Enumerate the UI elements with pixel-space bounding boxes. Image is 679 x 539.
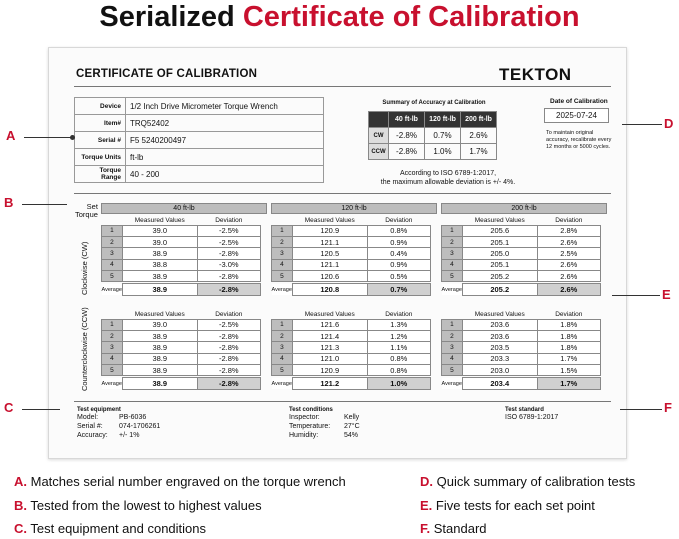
column-header <box>272 216 293 225</box>
test-equipment-value: 074-1706261 <box>119 423 161 430</box>
legend-item <box>420 521 487 537</box>
measured-value: 38.8 <box>122 259 197 270</box>
marker-d: D <box>664 116 674 131</box>
test-conditions-value: 54% <box>344 432 359 439</box>
average-label: Average <box>272 378 293 389</box>
measurement-row <box>442 342 601 353</box>
column-header-deviation: Deviation <box>215 310 243 318</box>
deviation-value: 0.8% <box>367 365 430 376</box>
setpoint-header: 120 ft-lb <box>271 203 437 214</box>
set-torque-label-line1: Set <box>86 202 98 211</box>
average-value: 38.9 <box>122 378 197 389</box>
marker-c: C <box>4 400 14 415</box>
test-number: 2 <box>272 236 293 247</box>
test-conditions-label: Temperature: <box>289 423 331 430</box>
info-row <box>75 166 324 183</box>
counterclockwise-label: Counterclockwise (CCW) <box>80 307 89 391</box>
deviation-value: 1.3% <box>367 319 430 330</box>
leader-line-f <box>620 409 662 410</box>
average-value: 120.8 <box>292 284 367 295</box>
test-number: 4 <box>102 353 123 364</box>
legend-item <box>420 474 635 490</box>
legend-item <box>420 498 595 514</box>
test-equipment-title: Test equipment <box>77 407 121 413</box>
test-number: 5 <box>272 365 293 376</box>
test-number: 5 <box>442 271 463 282</box>
clockwise-table <box>101 216 261 296</box>
test-number: 3 <box>102 342 123 353</box>
summary-cell: 2.6% <box>461 128 497 144</box>
summary-cell: 0.7% <box>425 128 461 144</box>
deviation-value: 1.8% <box>537 342 600 353</box>
column-header-deviation: Deviation <box>385 216 413 224</box>
deviation-value: -3.0% <box>197 259 260 270</box>
clockwise-table <box>441 216 601 296</box>
column-header-deviation: Deviation <box>385 310 413 318</box>
marker-b: B <box>4 195 14 210</box>
set-torque-label-line2: Torque <box>75 210 98 219</box>
column-header <box>272 310 293 319</box>
measurement-row <box>442 271 601 282</box>
summary-cell: -2.8% <box>389 144 425 160</box>
average-row <box>442 284 601 295</box>
divider <box>74 401 611 402</box>
test-number: 2 <box>102 330 123 341</box>
measurement-row <box>102 319 261 330</box>
measured-value: 203.0 <box>462 365 537 376</box>
test-number: 4 <box>272 353 293 364</box>
measured-value: 205.0 <box>462 248 537 259</box>
info-value: 40 - 200 <box>126 166 324 183</box>
measurement-row <box>102 271 261 282</box>
measured-value: 121.0 <box>292 353 367 364</box>
test-number: 2 <box>272 330 293 341</box>
average-label: Average <box>102 284 123 295</box>
measured-value: 205.1 <box>462 236 537 247</box>
setpoint-header: 200 ft-lb <box>441 203 607 214</box>
summary-row-label: CW <box>369 128 389 144</box>
test-conditions-label: Inspector: <box>289 414 320 421</box>
test-number: 3 <box>442 248 463 259</box>
average-label: Average <box>102 378 123 389</box>
info-row <box>75 132 324 149</box>
test-standard <box>505 407 558 422</box>
deviation-value: 2.6% <box>537 271 600 282</box>
leader-line-d <box>622 124 662 125</box>
deviation-value: 0.4% <box>367 248 430 259</box>
marker-f: F <box>664 400 672 415</box>
test-conditions-label: Humidity: <box>289 432 319 439</box>
deviation-value: 1.5% <box>537 365 600 376</box>
measured-value: 120.6 <box>292 271 367 282</box>
marker-a: A <box>6 128 16 143</box>
measurement-row <box>442 225 601 236</box>
average-deviation: 1.7% <box>537 378 600 389</box>
measurement-row <box>102 248 261 259</box>
measured-value: 121.3 <box>292 342 367 353</box>
legend-text: Tested from the lowest to highest values <box>30 498 262 513</box>
measurement-row <box>102 225 261 236</box>
measured-value: 121.6 <box>292 319 367 330</box>
measurement-row <box>442 259 601 270</box>
counterclockwise-table <box>101 310 261 390</box>
column-header-measured: Measured Values <box>304 310 355 318</box>
average-deviation: -2.8% <box>197 284 260 295</box>
test-number: 4 <box>442 259 463 270</box>
legend-key: B. <box>14 498 27 513</box>
date-label: Date of Calibration <box>550 98 608 105</box>
legend-item <box>14 498 262 514</box>
test-standard-value: ISO 6789-1:2017 <box>505 414 559 421</box>
info-label: Torque Units <box>75 149 126 166</box>
test-number: 3 <box>102 248 123 259</box>
test-number: 5 <box>102 271 123 282</box>
legend-text: Matches serial number engraved on the torque wrench <box>30 474 346 489</box>
summary-table <box>368 111 497 160</box>
average-deviation: 2.6% <box>537 284 600 295</box>
summary-row-label: CCW <box>369 144 389 160</box>
deviation-value: -2.5% <box>197 319 260 330</box>
marker-e: E <box>662 287 671 302</box>
test-equipment-label: Accuracy: <box>77 432 108 439</box>
measured-value: 39.0 <box>122 319 197 330</box>
summary-corner <box>369 112 389 128</box>
measurement-row <box>442 330 601 341</box>
measured-value: 38.9 <box>122 248 197 259</box>
average-deviation: -2.8% <box>197 378 260 389</box>
measurement-row <box>272 342 431 353</box>
legend-key: E. <box>420 498 433 513</box>
measured-value: 205.1 <box>462 259 537 270</box>
summary-cell: 1.0% <box>425 144 461 160</box>
measured-value: 120.5 <box>292 248 367 259</box>
legend-key: D. <box>420 474 433 489</box>
measurement-row <box>442 353 601 364</box>
measurement-row <box>272 259 431 270</box>
average-value: 121.2 <box>292 378 367 389</box>
deviation-value: -2.8% <box>197 271 260 282</box>
measurement-row <box>102 353 261 364</box>
measured-value: 120.9 <box>292 225 367 236</box>
measured-value: 205.6 <box>462 225 537 236</box>
column-header <box>442 216 463 225</box>
clockwise-label: Clockwise (CW) <box>80 241 89 295</box>
deviation-value: 1.1% <box>367 342 430 353</box>
test-conditions-value: Kelly <box>344 414 360 421</box>
legend-key: A. <box>14 474 27 489</box>
leader-line-e <box>612 295 660 296</box>
average-value: 38.9 <box>122 284 197 295</box>
test-conditions <box>289 407 360 440</box>
measurement-row <box>272 330 431 341</box>
measurement-row <box>442 248 601 259</box>
test-number: 1 <box>272 319 293 330</box>
summary-note-line1: According to ISO 6789-1:2017, <box>399 170 497 177</box>
deviation-value: -2.8% <box>197 353 260 364</box>
test-number: 2 <box>102 236 123 247</box>
test-number: 2 <box>442 330 463 341</box>
test-conditions-value: 27°C <box>344 423 360 430</box>
test-equipment-value: PB-6036 <box>119 414 147 421</box>
brand-logo: TEKTON <box>499 65 572 84</box>
device-info-table <box>74 97 324 183</box>
column-header <box>442 310 463 319</box>
measured-value: 39.0 <box>122 236 197 247</box>
column-header-deviation: Deviation <box>555 310 583 318</box>
info-row <box>75 149 324 166</box>
leader-line-b <box>22 204 67 205</box>
deviation-value: 2.8% <box>537 225 600 236</box>
leader-dot-a <box>70 135 75 140</box>
average-deviation: 1.0% <box>367 378 430 389</box>
deviation-value: 0.9% <box>367 236 430 247</box>
counterclockwise-table <box>441 310 601 390</box>
deviation-value: -2.8% <box>197 248 260 259</box>
deviation-value: 0.5% <box>367 271 430 282</box>
deviation-value: -2.5% <box>197 225 260 236</box>
measurement-row <box>272 236 431 247</box>
summary-cell: -2.8% <box>389 128 425 144</box>
headline-part2: Certificate of Calibration <box>242 1 580 33</box>
info-label: Item# <box>75 115 126 132</box>
average-row <box>102 378 261 389</box>
average-value: 203.4 <box>462 378 537 389</box>
test-number: 1 <box>102 225 123 236</box>
average-row <box>442 378 601 389</box>
test-number: 1 <box>272 225 293 236</box>
set-torque-label <box>75 203 98 219</box>
column-header-deviation: Deviation <box>215 216 243 224</box>
test-equipment-value: +/- 1% <box>119 432 140 439</box>
measurement-row <box>272 271 431 282</box>
measurement-row <box>272 248 431 259</box>
divider <box>74 193 611 194</box>
info-value: TRQ52402 <box>126 115 324 132</box>
column-header <box>102 216 123 225</box>
measured-value: 203.3 <box>462 353 537 364</box>
measurement-row <box>102 330 261 341</box>
summary-col-header: 40 ft-lb <box>389 112 425 128</box>
leader-line-c <box>22 409 60 410</box>
test-number: 5 <box>442 365 463 376</box>
measurement-row <box>272 353 431 364</box>
legend-text: Standard <box>433 521 487 536</box>
column-header-measured: Measured Values <box>474 216 525 224</box>
info-row <box>75 98 324 115</box>
measured-value: 39.0 <box>122 225 197 236</box>
average-value: 205.2 <box>462 284 537 295</box>
column-header-deviation: Deviation <box>555 216 583 224</box>
column-header-measured: Measured Values <box>134 310 185 318</box>
measurement-row <box>272 225 431 236</box>
column-header-measured: Measured Values <box>134 216 185 224</box>
test-number: 3 <box>272 342 293 353</box>
measurement-row <box>102 259 261 270</box>
measured-value: 38.9 <box>122 353 197 364</box>
info-row <box>75 115 324 132</box>
measured-value: 38.9 <box>122 271 197 282</box>
test-number: 2 <box>442 236 463 247</box>
summary-cell: 1.7% <box>461 144 497 160</box>
column-header-measured: Measured Values <box>474 310 525 318</box>
deviation-value: -2.8% <box>197 330 260 341</box>
deviation-value: -2.8% <box>197 342 260 353</box>
info-value: 1/2 Inch Drive Micrometer Torque Wrench <box>126 98 324 115</box>
measured-value: 205.2 <box>462 271 537 282</box>
measurement-row <box>102 342 261 353</box>
test-number: 1 <box>442 319 463 330</box>
clockwise-table <box>271 216 431 296</box>
average-label: Average <box>442 378 463 389</box>
measurement-row <box>272 319 431 330</box>
measured-value: 38.9 <box>122 365 197 376</box>
test-number: 1 <box>102 319 123 330</box>
summary-col-header: 120 ft-lb <box>425 112 461 128</box>
summary-note-line2: the maximum allowable deviation is +/- 4%. <box>380 179 516 186</box>
measured-value: 121.1 <box>292 259 367 270</box>
test-equipment-label: Model: <box>77 414 99 421</box>
info-value: ft-lb <box>126 149 324 166</box>
average-deviation: 0.7% <box>367 284 430 295</box>
measured-value: 121.4 <box>292 330 367 341</box>
average-row <box>102 284 261 295</box>
measured-value: 38.9 <box>122 342 197 353</box>
info-label: Torque Range <box>75 166 126 183</box>
test-number: 3 <box>272 248 293 259</box>
deviation-value: 1.8% <box>537 330 600 341</box>
average-label: Average <box>272 284 293 295</box>
info-label: Serial # <box>75 132 126 149</box>
test-equipment <box>77 407 160 440</box>
test-equipment-label: Serial #: <box>77 423 103 430</box>
deviation-value: 2.6% <box>537 259 600 270</box>
deviation-value: -2.8% <box>197 365 260 376</box>
certificate <box>48 47 627 459</box>
deviation-value: 1.8% <box>537 319 600 330</box>
measurement-row <box>102 236 261 247</box>
leader-line-a <box>24 137 72 138</box>
date-value: 2025-07-24 <box>544 108 609 123</box>
deviation-value: 2.5% <box>537 248 600 259</box>
test-number: 5 <box>272 271 293 282</box>
legend-key: C. <box>14 521 27 536</box>
measurement-row <box>442 236 601 247</box>
legend-text: Test equipment and conditions <box>30 521 207 536</box>
certificate-title: CERTIFICATE OF CALIBRATION <box>76 68 258 80</box>
deviation-value: 1.7% <box>537 353 600 364</box>
summary-col-header: 200 ft-lb <box>461 112 497 128</box>
summary-note <box>357 169 539 187</box>
deviation-value: 2.6% <box>537 236 600 247</box>
measurement-row <box>272 365 431 376</box>
test-number: 4 <box>442 353 463 364</box>
measured-value: 203.6 <box>462 330 537 341</box>
average-label: Average <box>442 284 463 295</box>
measured-value: 203.5 <box>462 342 537 353</box>
summary-title: Summary of Accuracy at Calibration <box>382 100 486 106</box>
column-header <box>102 310 123 319</box>
headline <box>0 0 679 34</box>
headline-part1: Serialized <box>99 1 243 33</box>
serial-number-value: F5 5240200497 <box>126 132 324 149</box>
deviation-value: -2.5% <box>197 236 260 247</box>
test-number: 1 <box>442 225 463 236</box>
test-number: 4 <box>102 259 123 270</box>
measured-value: 121.1 <box>292 236 367 247</box>
deviation-value: 1.2% <box>367 330 430 341</box>
average-row <box>272 284 431 295</box>
recalibration-note: To maintain original accuracy, recalibrate every 12 months or 5000 cycles. <box>546 130 612 150</box>
legend-text: Quick summary of calibration tests <box>436 474 636 489</box>
measured-value: 38.9 <box>122 330 197 341</box>
legend-item <box>14 474 346 490</box>
measured-value: 120.9 <box>292 365 367 376</box>
measurement-row <box>442 319 601 330</box>
measurement-row <box>102 365 261 376</box>
deviation-value: 0.8% <box>367 225 430 236</box>
deviation-value: 0.9% <box>367 259 430 270</box>
counterclockwise-table <box>271 310 431 390</box>
test-standard-title: Test standard <box>505 407 544 413</box>
average-row <box>272 378 431 389</box>
test-number: 5 <box>102 365 123 376</box>
info-label: Device <box>75 98 126 115</box>
measured-value: 203.6 <box>462 319 537 330</box>
column-header-measured: Measured Values <box>304 216 355 224</box>
test-conditions-title: Test conditions <box>289 407 333 413</box>
legend-key: F. <box>420 521 431 536</box>
legend-item <box>14 521 206 537</box>
test-number: 3 <box>442 342 463 353</box>
legend-text: Five tests for each set point <box>435 498 595 513</box>
test-number: 4 <box>272 259 293 270</box>
deviation-value: 0.8% <box>367 353 430 364</box>
measurement-row <box>442 365 601 376</box>
divider <box>74 86 611 87</box>
setpoint-header: 40 ft-lb <box>101 203 267 214</box>
